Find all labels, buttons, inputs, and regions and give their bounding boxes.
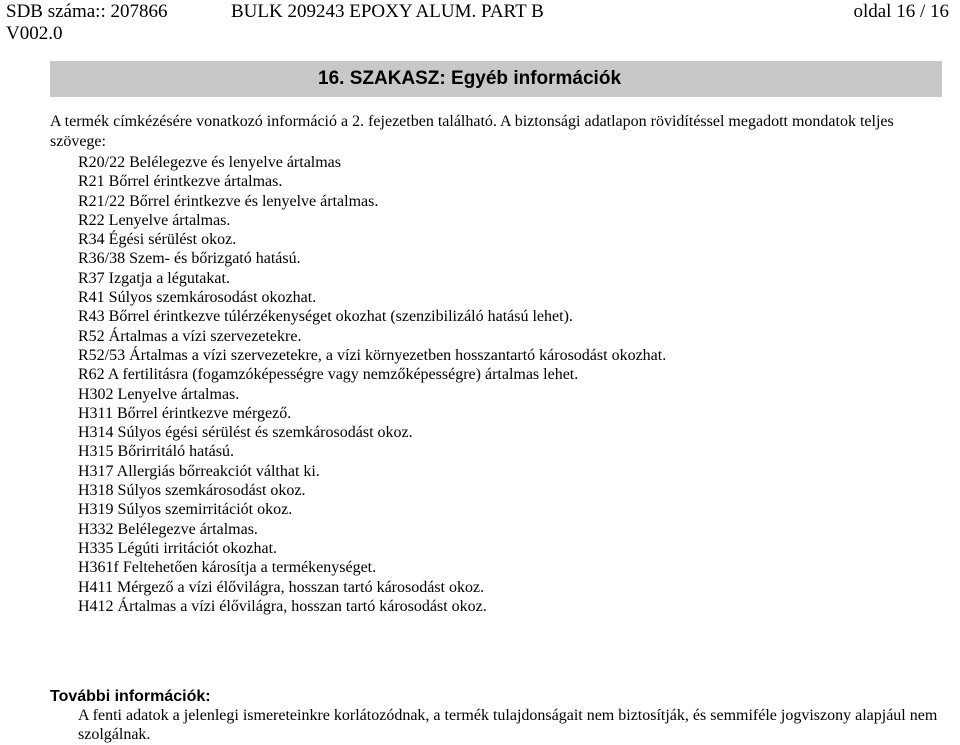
- section-title: 16. SZAKASZ: Egyéb információk: [318, 68, 622, 89]
- phrase-item: R34 Égési sérülést okoz.: [78, 231, 237, 249]
- page-number: oldal 16 / 16: [853, 1, 949, 22]
- phrase-item: R37 Izgatja a légutakat.: [78, 269, 230, 287]
- phrase-item: H412 Ártalmas a vízi élővilágra, hosszan tartó károsodást okoz.: [78, 597, 487, 615]
- phrase-item: H361f Feltehetően károsítja a termékenységet.: [78, 559, 377, 577]
- phrase-item: R52 Ártalmas a vízi szervezetekre.: [78, 327, 302, 345]
- phrase-item: H318 Súlyos szemkárosodást okoz.: [78, 482, 306, 500]
- phrase-item: R21 Bőrrel érintkezve ártalmas.: [78, 173, 283, 191]
- page-header: [0, 0, 960, 48]
- phrase-item: R52/53 Ártalmas a vízi szervezetekre, a vízi környezetben hosszantartó károsodást okozhat.: [78, 346, 667, 364]
- phrase-item: H311 Bőrrel érintkezve mérgező.: [78, 404, 292, 422]
- phrase-item: H332 Belélegezve ártalmas.: [78, 520, 258, 538]
- hazard-phrase-list: [78, 153, 666, 616]
- phrase-item: H317 Allergiás bőrreakciót válthat ki.: [78, 462, 320, 480]
- phrase-item: R20/22 Belélegezve és lenyelve ártalmas: [78, 154, 342, 171]
- phrase-item: R43 Bőrrel érintkezve túlérzékenységet okozhat (szenzibilizáló hatású lehet).: [78, 308, 573, 326]
- phrase-item: R22 Lenyelve ártalmas.: [78, 211, 231, 229]
- phrase-item: H302 Lenyelve ártalmas.: [78, 385, 240, 403]
- product-name: BULK 209243 EPOXY ALUM. PART B: [231, 1, 544, 22]
- version: V002.0: [6, 23, 63, 44]
- phrase-item: H411 Mérgező a vízi élővilágra, hosszan tartó károsodást okoz.: [78, 578, 485, 596]
- intro-paragraph: A termék címkézésére vonatkozó információ a 2. fejezetben található. A biztonsági adatlapon rövidítéssel megadott mondatok teljes szövege:: [50, 113, 894, 150]
- phrase-item: R41 Súlyos szemkárosodást okozhat.: [78, 289, 317, 307]
- phrase-item: R21/22 Bőrrel érintkezve és lenyelve ártalmas.: [78, 192, 379, 210]
- phrase-item: H315 Bőrirritáló hatású.: [78, 443, 234, 461]
- phrase-item: R62 A fertilitásra (fogamzóképességre vagy nemzőképességre) ártalmas lehet.: [78, 366, 579, 384]
- phrase-item: H319 Súlyos szemirritációt okoz.: [78, 501, 293, 519]
- phrase-item: R36/38 Szem- és bőrizgató hatású.: [78, 250, 301, 268]
- further-info-heading: További információk:: [50, 688, 211, 705]
- further-info-text: A fenti adatok a jelenlegi ismereteinkre korlátozódnak, a termék tulajdonságait nem biztosítják, és semmiféle jogviszony alapjául nem szolgálnak.: [78, 707, 938, 743]
- phrase-item: H335 Légúti irritációt okozhat.: [78, 539, 278, 557]
- phrase-item: H314 Súlyos égési sérülést és szemkárosodást okoz.: [78, 424, 413, 442]
- sdb-number: SDB száma:: 207866: [6, 1, 168, 22]
